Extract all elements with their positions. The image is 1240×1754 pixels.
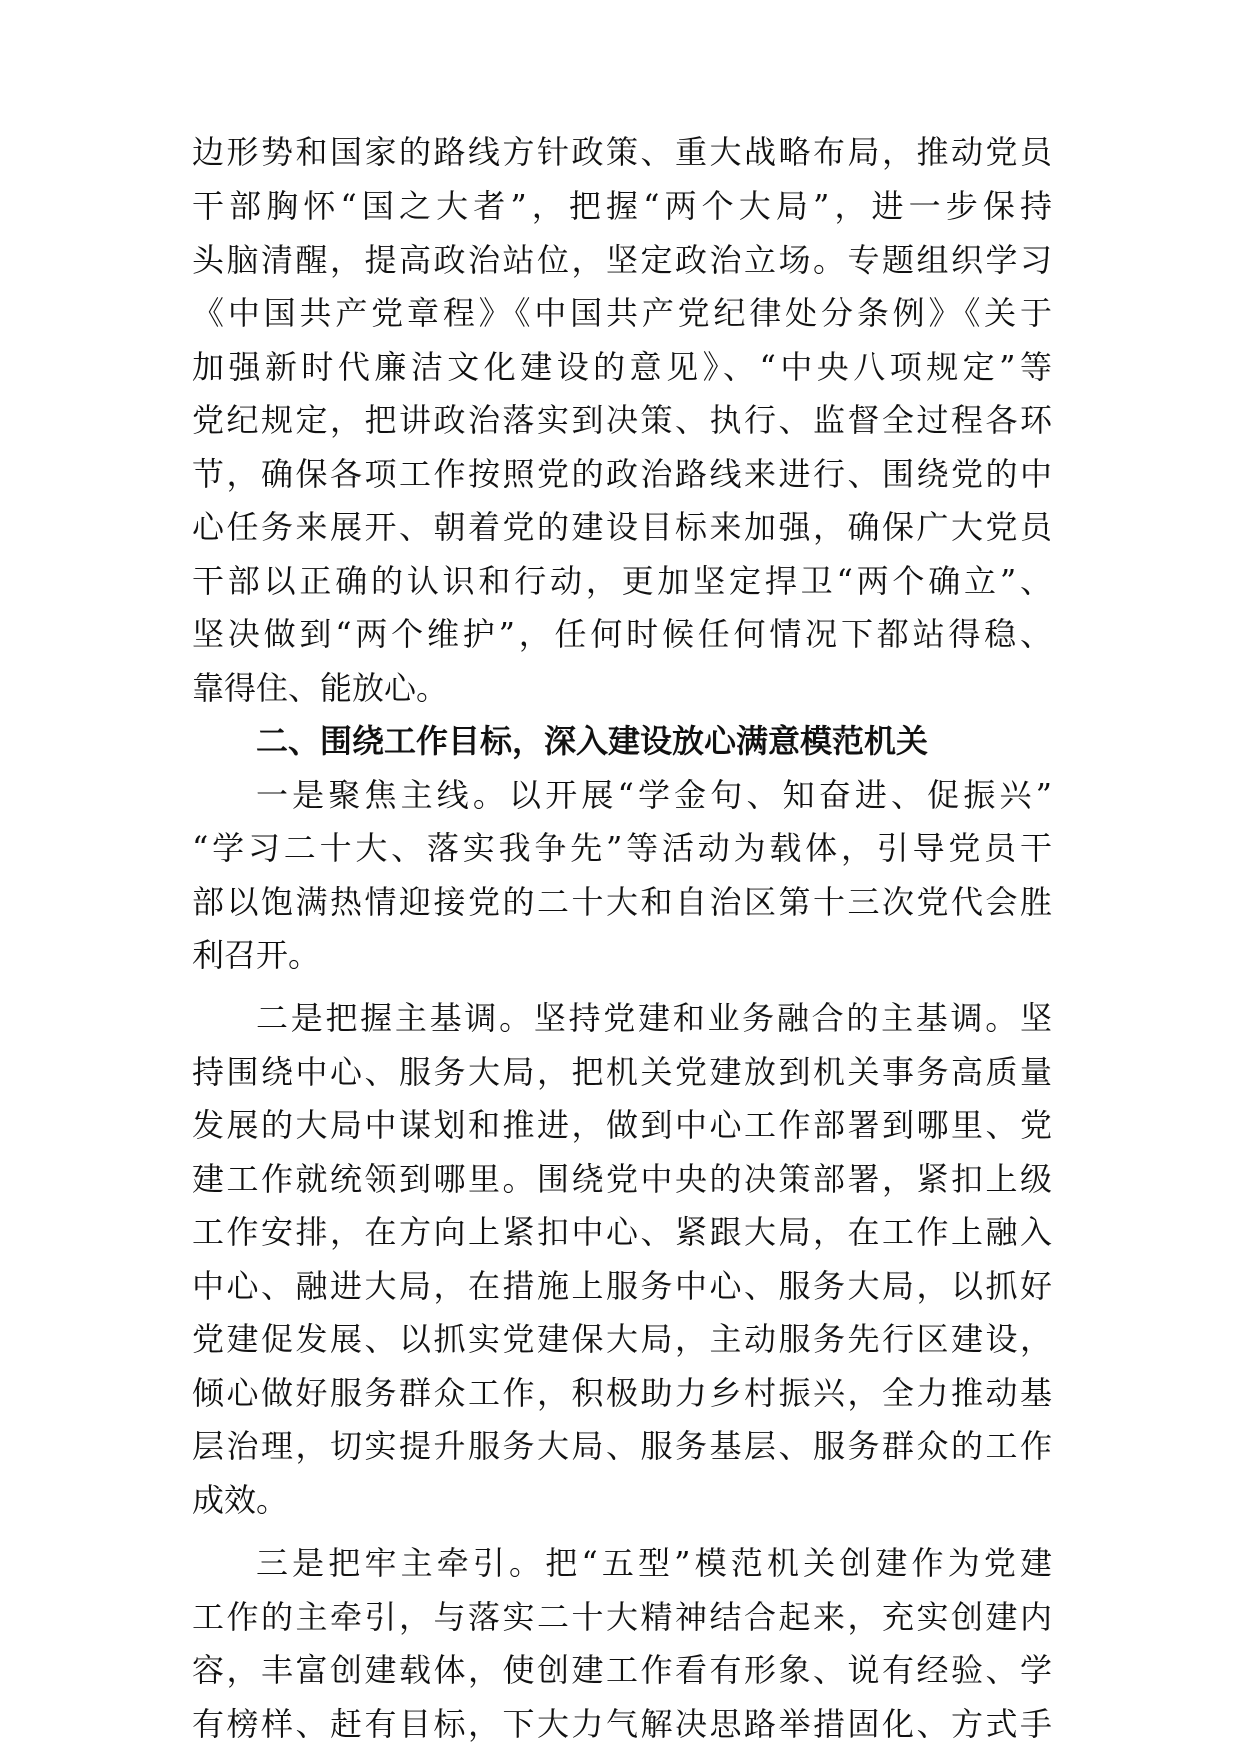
text-line: 《中国共产党章程》《中国共产党纪律处分条例》《关于 [192,294,1052,332]
text-line: “学习二十大、落实我争先”等活动为载体，引导党员干 [192,829,1052,867]
text-line: 工作的主牵引，与落实二十大精神结合起来，充实创建内 [192,1598,1052,1636]
text-line: 头脑清醒，提高政治站位，坚定政治立场。专题组织学习 [192,241,1052,279]
text-line: 一是聚焦主线。以开展“学金句、知奋进、促振兴” [256,776,1052,814]
text-line: 建工作就统领到哪里。围绕党中央的决策部署，紧扣上级 [192,1160,1052,1198]
text-line: 三是把牢主牵引。把“五型”模范机关创建作为党建 [256,1544,1052,1582]
text-line: 倾心做好服务群众工作，积极助力乡村振兴，全力推动基 [192,1374,1052,1412]
text-line: 加强新时代廉洁文化建设的意见》、“中央八项规定”等 [192,348,1052,386]
text-line: 发展的大局中谋划和推进，做到中心工作部署到哪里、党 [192,1106,1052,1144]
text-line: 中心、融进大局，在措施上服务中心、服务大局，以抓好 [192,1267,1052,1305]
text-line: 党纪规定，把讲政治落实到决策、执行、监督全过程各环 [192,401,1052,439]
text-line: 心任务来展开、朝着党的建设目标来加强，确保广大党员 [192,508,1052,546]
text-line: 利召开。 [192,936,321,974]
text-line: 有榜样、赶有目标，下大力气解决思路举措固化、方式手 [192,1705,1052,1743]
text-line: 节，确保各项工作按照党的政治路线来进行、围绕党的中 [192,455,1052,493]
text-line: 工作安排，在方向上紧扣中心、紧跟大局，在工作上融入 [192,1213,1052,1251]
text-line: 边形势和国家的路线方针政策、重大战略布局，推动党员 [192,133,1052,171]
text-line: 成效。 [192,1481,289,1519]
text-line: 持围绕中心、服务大局，把机关党建放到机关事务高质量 [192,1053,1052,1091]
text-line: 坚决做到“两个维护”，任何时候任何情况下都站得稳、 [192,615,1052,653]
text-line: 容，丰富创建载体，使创建工作看有形象、说有经验、学 [192,1651,1052,1689]
text-line: 党建促发展、以抓实党建保大局，主动服务先行区建设， [192,1320,1052,1358]
text-line: 干部以正确的认识和行动，更加坚定捍卫“两个确立”、 [192,562,1052,600]
section-heading: 二、围绕工作目标，深入建设放心满意模范机关 [256,722,929,760]
text-line: 靠得住、能放心。 [192,669,449,707]
text-line: 部以饱满热情迎接党的二十大和自治区第十三次党代会胜 [192,883,1052,921]
text-line: 干部胸怀“国之大者”，把握“两个大局”，进一步保持 [192,187,1052,225]
text-line: 二是把握主基调。坚持党建和业务融合的主基调。坚 [256,999,1052,1037]
text-line: 层治理，切实提升服务大局、服务基层、服务群众的工作 [192,1427,1052,1465]
